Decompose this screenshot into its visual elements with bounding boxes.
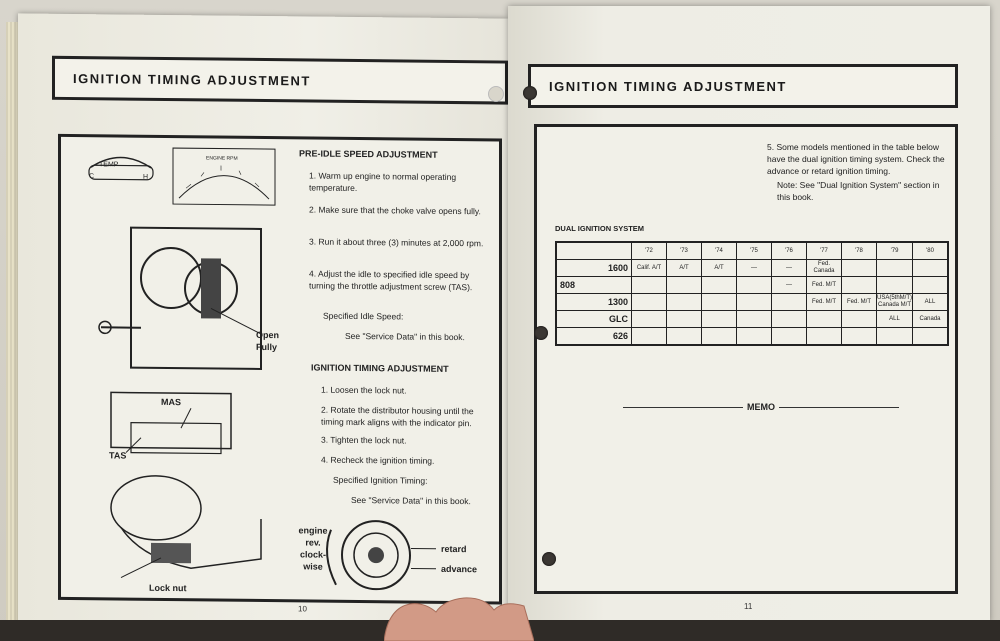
binder-hole	[542, 552, 556, 566]
table-cell	[913, 328, 949, 346]
table-cell	[632, 277, 667, 294]
timing-spec-value: See "Service Data" in this book.	[351, 494, 471, 507]
table-row	[556, 311, 948, 328]
model-cell: 808	[556, 277, 632, 294]
model-cell: 1300	[556, 294, 632, 311]
table-row	[556, 328, 948, 346]
table-cell: Fed. Canada	[807, 260, 842, 277]
timing-title: IGNITION TIMING ADJUSTMENT	[311, 362, 449, 374]
table-cell: —	[772, 260, 807, 277]
table-cell	[913, 277, 949, 294]
pre-idle-title: PRE-IDLE SPEED ADJUSTMENT	[299, 148, 438, 160]
year-cell: '78	[842, 242, 877, 260]
dual-ignition-table	[555, 241, 949, 346]
left-page-number: 10	[298, 604, 307, 614]
left-header	[52, 56, 508, 105]
table-cell	[772, 294, 807, 311]
table-row	[556, 294, 948, 311]
table-cell: Fed. M/T	[842, 294, 877, 311]
table-cell	[632, 311, 667, 328]
temp-h-label: H	[143, 173, 149, 181]
table-cell	[772, 311, 807, 328]
timing-step-3: 3. Tighten the lock nut.	[321, 434, 407, 446]
table-cell: Fed. M/T	[807, 277, 842, 294]
table-cell	[842, 311, 877, 328]
left-header-title: IGNITION TIMING ADJUSTMENT	[73, 70, 311, 89]
table-cell	[842, 277, 877, 294]
model-cell: 626	[556, 328, 632, 346]
table-cell: —	[772, 277, 807, 294]
binder-hole	[523, 86, 537, 100]
timing-step-2: 2. Rotate the distributor housing until the timing mark aligns with the indicator pin.	[321, 404, 474, 429]
table-cell	[667, 311, 702, 328]
table-cell	[842, 260, 877, 277]
table-cell: USA(5thM/T) Canada M/T	[877, 294, 913, 311]
year-cell: '74	[702, 242, 737, 260]
timing-step-4: 4. Recheck the ignition timing.	[321, 454, 435, 466]
year-cell: '75	[737, 242, 772, 260]
table-cell	[772, 328, 807, 346]
engine-rev-label: engine rev. clock-wise	[298, 525, 328, 572]
timing-step-1: 1. Loosen the lock nut.	[321, 384, 407, 396]
year-cell: '72	[632, 242, 667, 260]
table-cell	[737, 294, 772, 311]
table-cell	[702, 328, 737, 346]
left-figures	[61, 137, 291, 599]
table-cell: Fed. M/T	[807, 294, 842, 311]
table-cell	[807, 328, 842, 346]
table-title: DUAL IGNITION SYSTEM	[555, 224, 645, 233]
table-cell	[877, 277, 913, 294]
table-cell: Canada	[913, 311, 949, 328]
timing-spec-label: Specified Ignition Timing:	[333, 474, 428, 486]
table-cell	[702, 294, 737, 311]
year-cell: '80	[913, 242, 949, 260]
advance-label: advance	[441, 563, 478, 575]
binder-hole-shadow	[488, 86, 504, 102]
table-cell	[807, 311, 842, 328]
table-cell	[667, 277, 702, 294]
note-dual-ignition: Note: See "Dual Ignition System" section in this book.	[777, 180, 940, 202]
model-cell: GLC	[556, 311, 632, 328]
year-cell: '79	[877, 242, 913, 260]
temp-label: TEMP	[99, 161, 119, 169]
model-cell: 1600	[556, 260, 632, 277]
table-cell: A/T	[702, 260, 737, 277]
note-5: 5. Some models mentioned in the table below have the dual ignition timing system. Check the advance or retard ignition timing.	[767, 142, 945, 176]
table-cell	[702, 277, 737, 294]
right-content-box	[534, 124, 958, 594]
open-fully-label: Open Fully	[256, 329, 280, 353]
table-cell	[913, 260, 949, 277]
memo-label: MEMO	[747, 402, 775, 412]
pre-idle-step-3: 3. Run it about three (3) minutes at 2,000 rpm.	[309, 236, 484, 249]
retard-label: retard	[441, 543, 467, 555]
table-cell: —	[737, 260, 772, 277]
right-page-number: 11	[744, 602, 753, 611]
table-cell	[632, 294, 667, 311]
table-cell	[737, 311, 772, 328]
pre-idle-step-4: 4. Adjust the idle to specified idle speed by turning the throttle adjustment screw (TAS).	[309, 268, 473, 293]
table-cell: ALL	[913, 294, 949, 311]
table-cell	[737, 277, 772, 294]
table-cell: Calif. A/T	[632, 260, 667, 277]
right-page	[508, 6, 990, 622]
year-cell: '76	[772, 242, 807, 260]
binder-hole	[534, 326, 548, 340]
table-cell	[702, 311, 737, 328]
table-cell	[842, 328, 877, 346]
table-cell	[877, 328, 913, 346]
memo-line-left	[623, 407, 743, 408]
thumb-image	[384, 594, 534, 641]
header-model-cell	[556, 242, 632, 260]
year-cell: '73	[667, 242, 702, 260]
idle-spec-label: Specified Idle Speed:	[323, 310, 404, 322]
pre-idle-step-1: 1. Warm up engine to normal operating temperature.	[309, 170, 457, 193]
year-cell: '77	[807, 242, 842, 260]
right-header	[528, 64, 958, 108]
mas-label: MAS	[161, 396, 181, 408]
tas-label: TAS	[109, 450, 127, 461]
table-header-row	[556, 242, 948, 260]
idle-spec-value: See "Service Data" in this book.	[345, 330, 465, 343]
left-page	[18, 13, 508, 630]
table-row	[556, 260, 948, 277]
left-content-box	[58, 134, 502, 605]
pre-idle-step-2: 2. Make sure that the choke valve opens fully.	[309, 204, 481, 217]
table-cell: A/T	[667, 260, 702, 277]
table-cell: ALL	[877, 311, 913, 328]
table-cell	[667, 294, 702, 311]
right-header-title: IGNITION TIMING ADJUSTMENT	[549, 78, 787, 94]
table-cell	[667, 328, 702, 346]
engine-rpm-label: ENGINE RPM	[206, 155, 238, 162]
table-cell	[632, 328, 667, 346]
lock-nut-label: Lock nut	[149, 582, 187, 594]
memo-line-right	[779, 407, 899, 408]
table-cell	[877, 260, 913, 277]
temp-c-label: C	[89, 173, 95, 181]
table-cell	[737, 328, 772, 346]
table-row	[556, 277, 948, 294]
